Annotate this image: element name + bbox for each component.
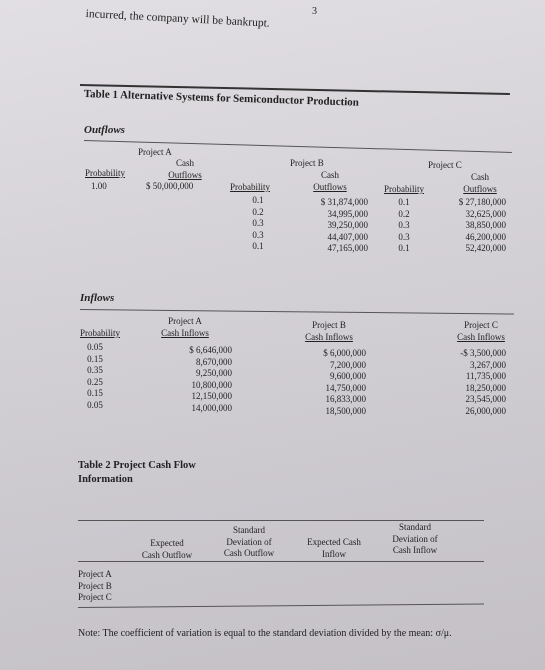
outflow-c-prob: 0.3 (398, 220, 410, 230)
inflow-c-values (440, 348, 506, 417)
outflow-c-probabilities (386, 197, 422, 255)
t2-row-label: Project A (78, 569, 112, 579)
outflow-b-value: 47,165,000 (327, 243, 368, 253)
outflow-b-probability-label: Probability (230, 182, 270, 192)
t2-header-line: Cash Inflow (392, 545, 438, 555)
outflow-a-cash-label-1: Cash (176, 158, 194, 168)
outflow-c-cash-label-1: Cash (471, 172, 489, 182)
inflow-b-value: 9,600,000 (330, 371, 366, 381)
outflow-b-prob: 0.1 (252, 241, 264, 251)
inflow-probability-label: Probability (80, 328, 120, 338)
inflow-b-value: $ 6,000,000 (323, 348, 366, 358)
inflow-a-value: 12,150,000 (191, 391, 232, 401)
inflow-c-sub: Cash Inflows (457, 331, 505, 342)
inflow-b-header (294, 320, 364, 343)
outflow-c-prob: 0.1 (398, 197, 410, 207)
outflow-project-c-header: Project C (428, 160, 462, 170)
inflow-c-value: 11,735,000 (465, 371, 506, 381)
inflow-prob: 0.15 (87, 388, 103, 398)
outflow-c-value: 32,625,000 (465, 208, 506, 219)
inflow-a-value: 8,670,000 (196, 356, 232, 367)
table2-top-rule (78, 520, 484, 521)
inflow-b-value: 16,833,000 (325, 394, 366, 404)
outflow-a-value: $ 50,000,000 (146, 181, 194, 191)
inflow-a-value: $ 6,646,000 (189, 345, 232, 355)
outflow-b-cash-label-1: Cash (321, 170, 339, 180)
inflow-c-value: 3,267,000 (470, 359, 506, 370)
outflow-c-prob: 0.2 (398, 208, 410, 219)
outflow-b-cash-header (300, 170, 360, 193)
outflow-b-prob: 0.2 (252, 206, 264, 217)
inflow-c-value: -$ 3,500,000 (460, 348, 506, 358)
outflow-b-probabilities (240, 195, 276, 253)
outflow-c-value: 52,420,000 (465, 243, 506, 253)
outflow-project-b-header: Project B (290, 158, 324, 168)
inflow-prob: 0.25 (87, 376, 103, 387)
t2-header-sd-inflow (380, 522, 450, 557)
inflow-c-title: Project C (464, 320, 498, 330)
t2-header-expected-outflow (130, 538, 204, 561)
inflow-b-value: 7,200,000 (330, 359, 366, 370)
inflow-b-values (296, 348, 366, 417)
outflow-c-prob: 0.3 (398, 231, 410, 242)
table2-header-rule (78, 561, 484, 562)
inflow-a-value: 9,250,000 (196, 368, 232, 378)
outflow-b-cash-label-2: Outflows (313, 181, 347, 192)
outflow-c-cash-header (450, 172, 510, 195)
inflow-a-value: 14,000,000 (191, 402, 232, 413)
outflow-a-cash-header (155, 158, 215, 181)
inflow-b-value: 18,500,000 (325, 405, 366, 416)
t2-row-labels (78, 569, 138, 604)
inflow-prob: 0.05 (87, 399, 103, 410)
outflow-c-probability-label: Probability (384, 184, 424, 194)
inflow-a-values (160, 345, 232, 414)
note-text: Note: The coefficient of variation is equal to the standard deviation divided by the mean: σ/μ. (78, 628, 452, 639)
inflow-prob: 0.35 (87, 365, 103, 375)
inflow-a-header (150, 316, 220, 339)
t2-header-line: Expected Cash (307, 537, 361, 547)
outflow-a-probability-label: Probability (85, 168, 125, 178)
t2-header-line: Standard (399, 522, 431, 532)
outflow-c-prob: 0.1 (398, 243, 410, 253)
t2-header-line: Deviation of (226, 536, 272, 547)
outflow-c-value: 38,850,000 (465, 220, 506, 230)
t2-header-line: Expected (150, 538, 184, 548)
t2-header-sd-outflow (214, 525, 284, 560)
inflow-prob: 0.05 (87, 342, 103, 352)
page-number: 3 (312, 6, 317, 17)
outflow-b-prob: 0.3 (252, 218, 264, 228)
outflow-c-value: $ 27,180,000 (458, 197, 506, 207)
inflow-c-header (446, 320, 516, 343)
outflow-a-cash-label-2: Outflows (168, 169, 202, 180)
outflow-b-prob: 0.1 (252, 195, 264, 205)
t2-row-label: Project B (78, 580, 112, 591)
t2-header-line: Inflow (322, 548, 346, 559)
t2-header-line: Deviation of (392, 533, 438, 544)
t2-header-line: Cash Outflow (223, 548, 275, 558)
inflow-prob: 0.15 (87, 353, 103, 364)
inflow-c-value: 26,000,000 (465, 405, 506, 416)
outflow-b-value: 39,250,000 (327, 220, 368, 230)
outflow-b-values (298, 197, 368, 255)
inflow-b-sub: Cash Inflows (305, 331, 353, 342)
inflow-b-title: Project B (312, 320, 346, 330)
outflow-a-probability: 1.00 (91, 181, 107, 191)
outflow-b-value: 44,407,000 (327, 231, 368, 242)
t2-header-line: Cash Outflow (141, 549, 193, 560)
outflow-b-value: 34,995,000 (327, 208, 368, 219)
inflow-probabilities (80, 342, 110, 411)
inflows-rule (80, 309, 514, 315)
outflows-label: Outflows (84, 124, 125, 136)
inflows-label: Inflows (80, 292, 115, 304)
t2-header-line: Standard (233, 525, 265, 535)
outflow-project-a-header: Project A (138, 147, 172, 157)
inflow-c-value: 23,545,000 (465, 394, 506, 404)
inflow-b-value: 14,750,000 (325, 382, 366, 393)
outflow-c-cash-label-2: Outflows (463, 183, 497, 194)
t2-row-label: Project C (78, 592, 112, 602)
table2-title-2: Information (78, 474, 133, 485)
outflow-b-value: $ 31,874,000 (320, 197, 368, 207)
inflow-a-title: Project A (168, 316, 202, 326)
table2-title-1: Table 2 Project Cash Flow (78, 460, 196, 471)
table1-title: Table 1 Alternative Systems for Semiconductor Production (83, 88, 360, 109)
outflow-c-values (440, 197, 506, 255)
t2-header-expected-inflow (296, 537, 372, 560)
table2-bottom-rule (78, 603, 484, 608)
outflow-c-value: 46,200,000 (465, 231, 506, 242)
intro-text: incurred, the company will be bankrupt. (85, 8, 271, 30)
inflow-a-value: 10,800,000 (191, 379, 232, 390)
inflow-c-value: 18,250,000 (465, 382, 506, 393)
inflow-a-sub: Cash Inflows (161, 327, 209, 338)
outflow-b-prob: 0.3 (252, 229, 264, 240)
